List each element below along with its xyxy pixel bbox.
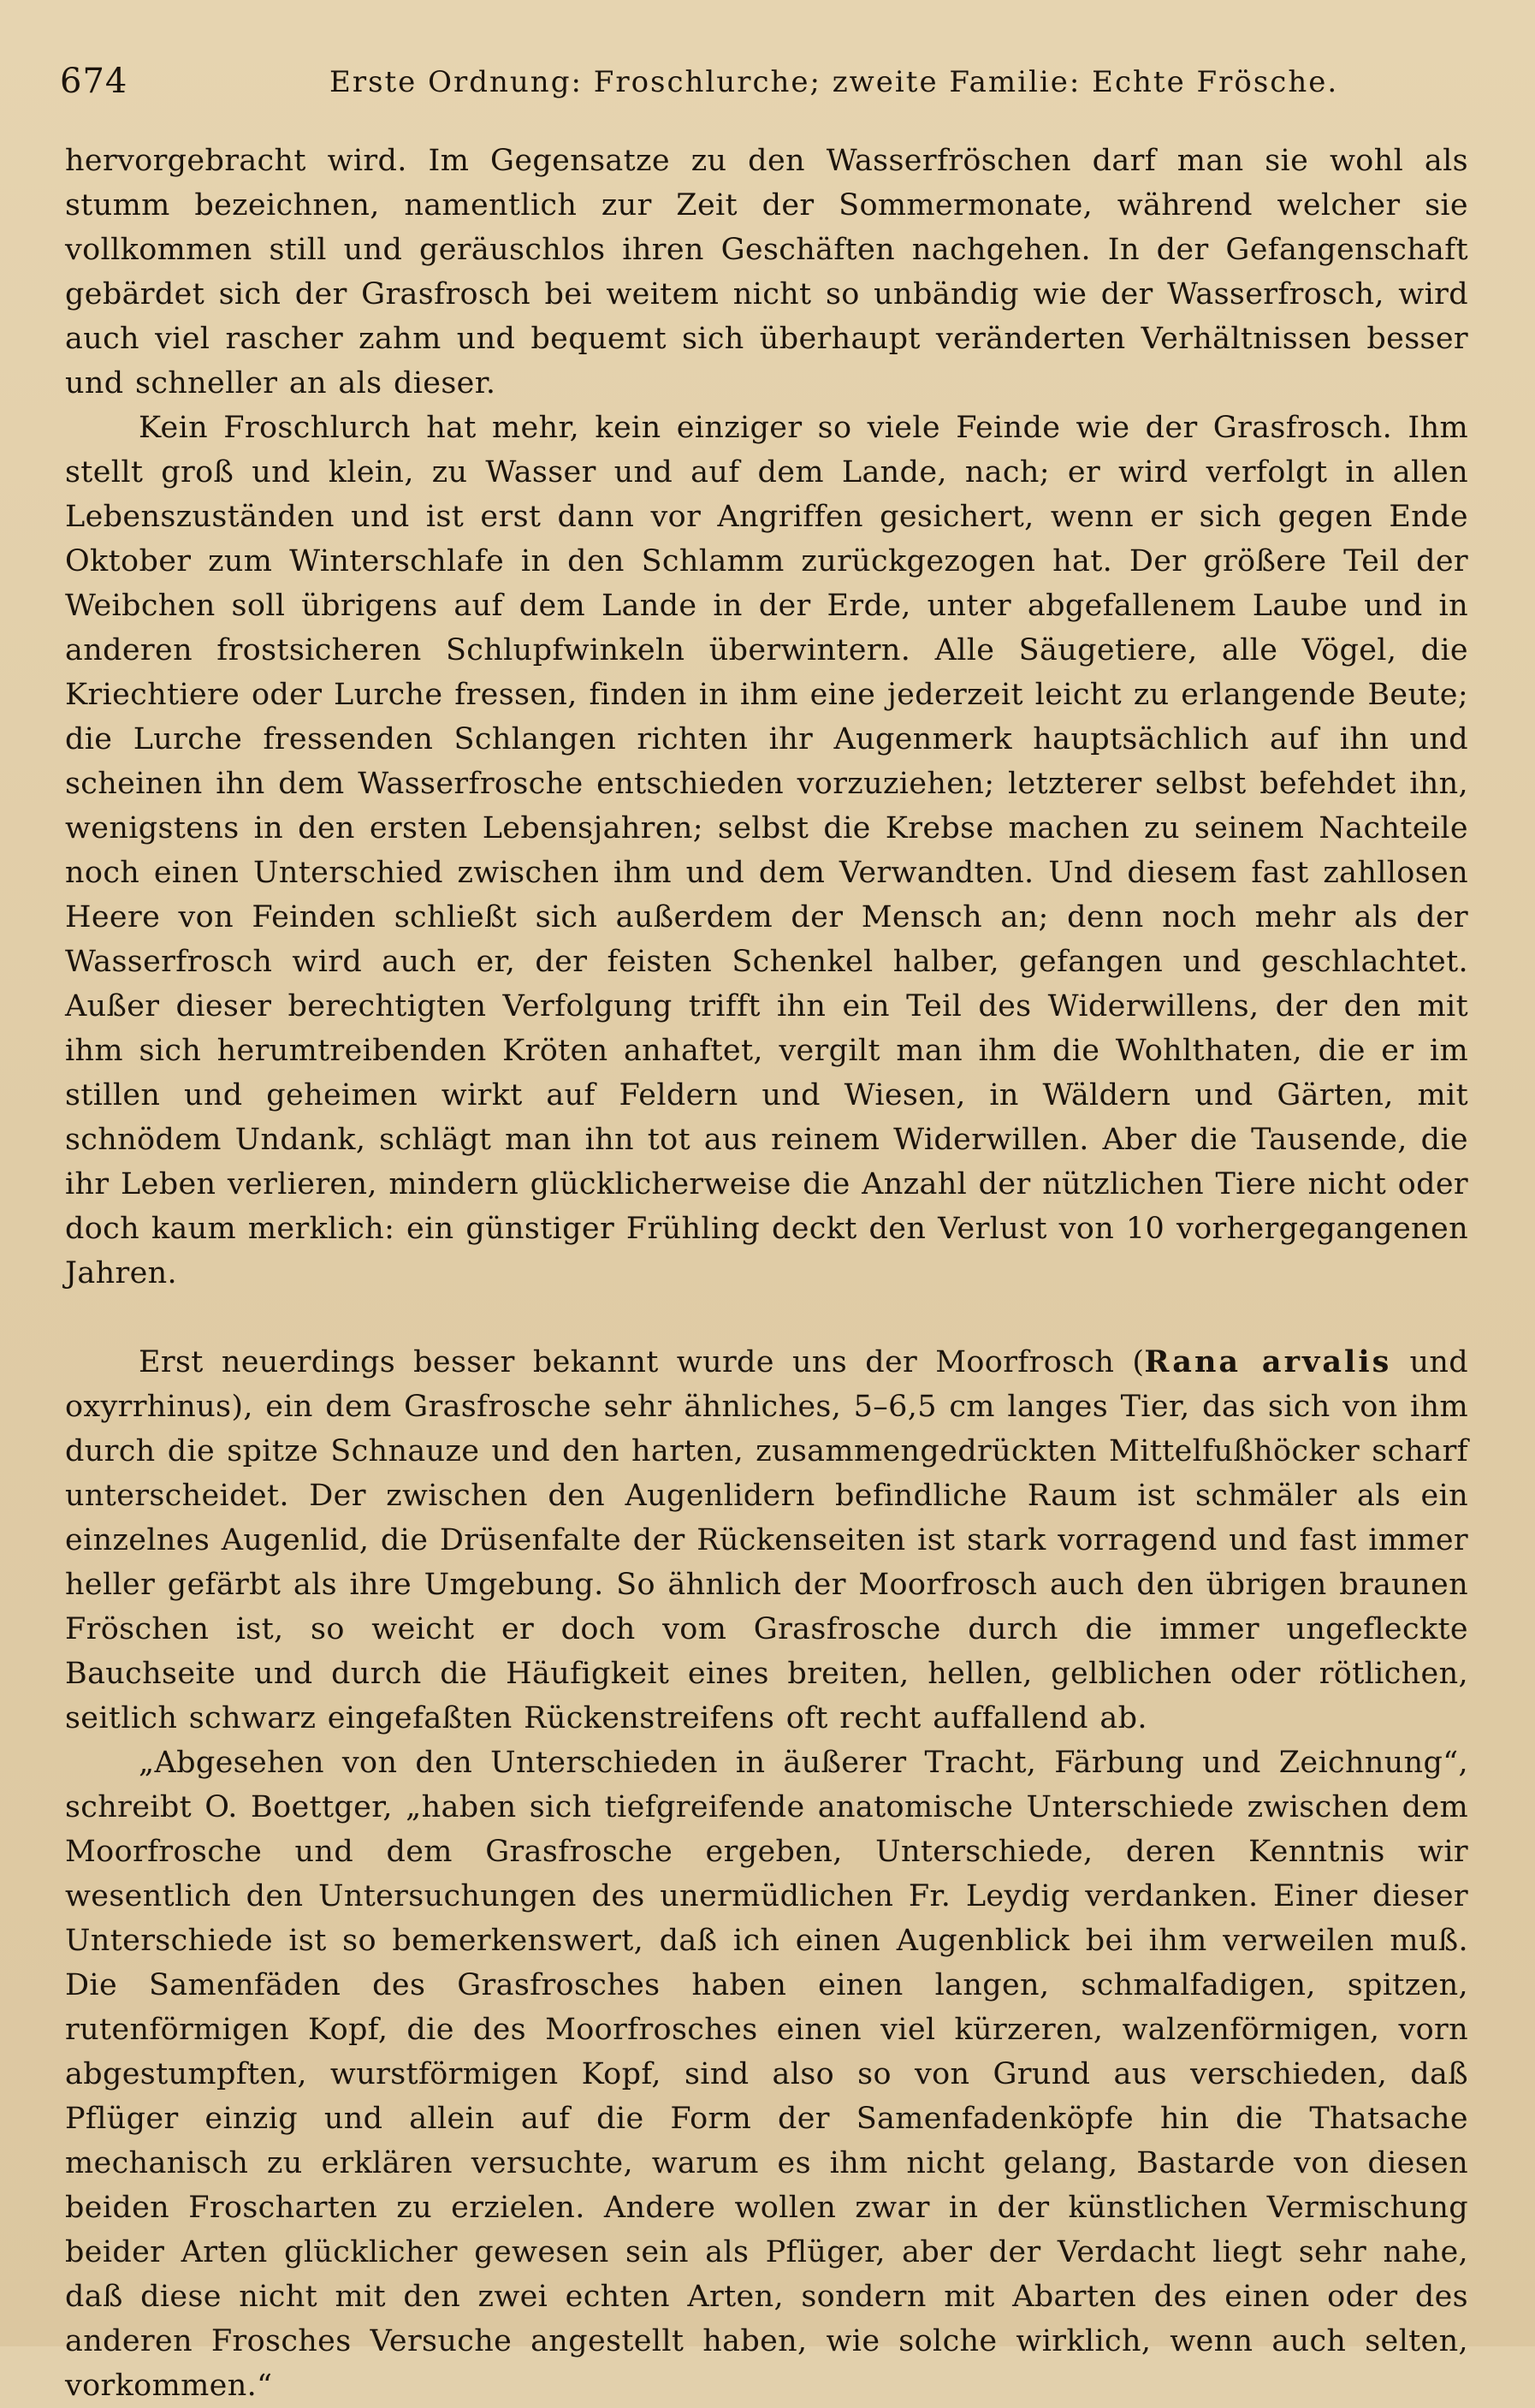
paragraph-3-text-b: und oxyrrhinus), ein dem Grasfrosche sehr ähnliches, 5–6,5 cm langes Tier, das sich von ihm durch die spitze Schnauze und den harten, zusammengedrückten Mittelfußhöcker scharf unterscheidet. Der zwischen den Augenlidern befindliche Raum ist schmäler als ein einzelnes Augenlid, die Drüsenfalte der Rückenseiten ist stark vorragend und fast immer heller gefärbt als ihre Umgebung. So ähnlich der Moorfrosch auch den übrigen braunen Fröschen ist, so weicht er doch vom Grasfrosche durch die immer ungefleckte Bauchseite und durch die Häufigkeit eines breiten, hellen, gelblichen oder rötlichen, seitlich schwarz eingefaßten Rückenstreifens oft recht auffallend ab.	[65, 1345, 1468, 1735]
running-head: Erste Ordnung: Froschlurche; zweite Familie: Echte Frösche.	[329, 65, 1339, 99]
paragraph-4: „Abgesehen von den Unterschieden in äußerer Tracht, Färbung und Zeichnung“, schreibt O. Boettger, „haben sich tiefgreifende anatomische Unterschiede zwischen dem Moorfrosche und dem Grasfrosche ergeben, Unterschiede, deren Kenntnis wir wesentlich den Untersuchungen des unermüdlichen Fr. Leydig verdanken. Einer dieser Unterschiede ist so bemerkenswert, daß ich einen Augenblick bei ihm verweilen muß. Die Samenfäden des Grasfrosches haben einen langen, schmalfadigen, spitzen, rutenförmigen Kopf, die des Moorfrosches einen viel kürzeren, walzenförmigen, vorn abgestumpften, wurstförmigen Kopf, sind also so von Grund aus verschieden, daß Pflüger einzig und allein auf die Form der Samenfadenköpfe hin die Thatsache mechanisch zu erklären versuchte, warum es ihm nicht gelang, Bastarde von diesen beiden Froscharten zu erzielen. Andere wollen zwar in der künstlichen Vermischung beider Arten glücklicher gewesen sein als Pflüger, aber der Verdacht liegt sehr nahe, daß diese nicht mit den zwei echten Arten, sondern mit Abarten des einen oder des anderen Frosches Versuche angestellt haben, wie solche wirklich, wenn auch selten, vorkommen.“	[65, 1746, 1468, 2403]
paragraph-1: hervorgebracht wird. Im Gegensatze zu den Wasserfröschen darf man sie wohl als stumm bezeichnen, namentlich zur Zeit der Sommermonate, während welcher sie vollkommen still und geräuschlos ihren Geschäften nachgehen. In der Gefangenschaft gebärdet sich der Grasfrosch bei weitem nicht so unbändig wie der Wasserfrosch, wird auch viel rascher zahm und bequemt sich überhaupt veränderten Verhältnissen besser und schneller an als dieser.	[65, 144, 1468, 400]
page-body	[65, 139, 1468, 2408]
species-name: Rana arvalis	[1144, 1344, 1392, 1379]
paragraph-3-text-a: Erst neuerdings besser bekannt wurde uns der Moorfrosch (	[139, 1345, 1145, 1379]
section-gap	[65, 1296, 1468, 1340]
paragraph-2: Kein Froschlurch hat mehr, kein einziger so viele Feinde wie der Grasfrosch. Ihm stellt groß und klein, zu Wasser und auf dem Lande, nach; er wird verfolgt in allen Lebenszuständen und ist erst dann vor Angriffen gesichert, wenn er sich gegen Ende Oktober zum Winterschlafe in den Schlamm zurückgezogen hat. Der größere Teil der Weibchen soll übrigens auf dem Lande in der Erde, unter abgefallenem Laube und in anderen frostsicheren Schlupfwinkeln überwintern. Alle Säugetiere, alle Vögel, die Kriechtiere oder Lurche fressen, finden in ihm eine jederzeit leicht zu erlangende Beute; die Lurche fressenden Schlangen richten ihr Augenmerk hauptsächlich auf ihn und scheinen ihn dem Wasserfrosche entschieden vorzuziehen; letzterer selbst befehdet ihn, wenigstens in den ersten Lebensjahren; selbst die Krebse machen zu seinem Nachteile noch einen Unterschied zwischen ihm und dem Verwandten. Und diesem fast zahllosen Heere von Feinden schließt sich außerdem der Mensch an; denn noch mehr als der Wasserfrosch wird auch er, der feisten Schenkel halber, gefangen und geschlachtet. Außer dieser berechtigten Verfolgung trifft ihn ein Teil des Widerwillens, der den mit ihm sich herumtreibenden Kröten anhaftet, vergilt man ihm die Wohlthaten, die er im stillen und geheimen wirkt auf Feldern und Wiesen, in Wäldern und Gärten, mit schnödem Undank, schlägt man ihn tot aus reinem Widerwillen. Aber die Tausende, die ihr Leben verlieren, mindern glücklicherweise die Anzahl der nützlichen Tiere nicht oder doch kaum merklich: ein günstiger Frühling deckt den Verlust von 10 vorhergegangenen Jahren.	[65, 411, 1468, 1290]
page-header	[60, 62, 1475, 113]
paragraph-3	[65, 1340, 1468, 1741]
page-number: 674	[60, 62, 128, 101]
